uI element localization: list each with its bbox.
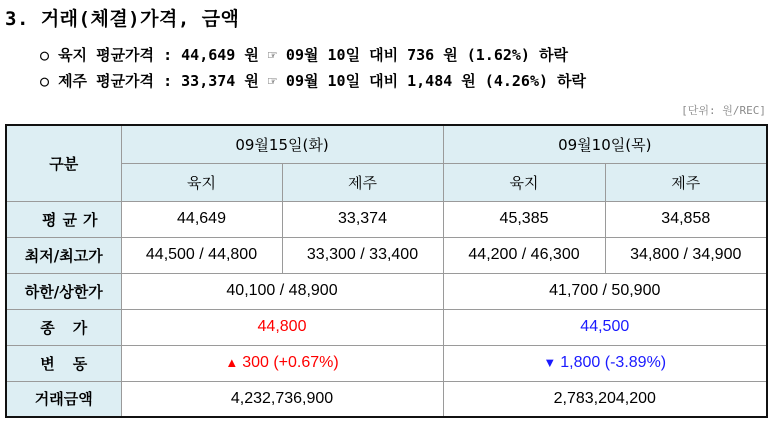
table-row-change xyxy=(6,345,767,381)
corner-label: 구분 xyxy=(6,125,121,201)
circle-bullet-icon: ○ xyxy=(40,46,50,64)
table-cell: 41,700 / 50,900 xyxy=(443,273,767,309)
table-row-close xyxy=(6,309,767,345)
change-value: 1,800 (-3.89%) xyxy=(560,354,667,371)
summary-text: 제주 평균가격 : 33,374 원 ☞ 09월 10일 대비 1,484 원 (4.26%) 하락 xyxy=(58,72,587,90)
close-price-previous: 44,500 xyxy=(443,309,767,345)
row-label: 하한/상한가 xyxy=(6,273,121,309)
table-cell: 40,100 / 48,900 xyxy=(121,273,443,309)
close-price-current: 44,800 xyxy=(121,309,443,345)
region-header: 육지 xyxy=(121,163,282,201)
region-header: 제주 xyxy=(605,163,767,201)
unit-note: [단위: 원/REC] xyxy=(681,104,766,117)
table-cell: 34,800 / 34,900 xyxy=(605,237,767,273)
region-header: 제주 xyxy=(282,163,443,201)
table-cell: 34,858 xyxy=(605,201,767,237)
row-label: 변동 xyxy=(6,345,121,381)
summary-line-jeju xyxy=(40,70,586,91)
change-value: 300 (+0.67%) xyxy=(242,354,339,371)
table-cell: 2,783,204,200 xyxy=(443,381,767,417)
section-heading: 3. 거래(체결)가격, 금액 xyxy=(5,8,240,30)
up-triangle-icon: ▲ xyxy=(225,355,239,370)
table-header-regions xyxy=(6,163,767,201)
date-header-current: 09월15일(화) xyxy=(121,125,443,163)
table-row-amount xyxy=(6,381,767,417)
table-cell: 44,200 / 46,300 xyxy=(443,237,605,273)
price-table xyxy=(5,124,768,418)
region-header: 육지 xyxy=(443,163,605,201)
change-previous xyxy=(443,345,767,381)
table-cell: 33,374 xyxy=(282,201,443,237)
table-row-limits xyxy=(6,273,767,309)
summary-line-mainland xyxy=(40,44,568,65)
circle-bullet-icon: ○ xyxy=(40,72,50,90)
table-row-minmax xyxy=(6,237,767,273)
summary-text: 육지 평균가격 : 44,649 원 ☞ 09월 10일 대비 736 원 (1.62%) 하락 xyxy=(58,46,568,64)
table-row-average xyxy=(6,201,767,237)
row-label: 최저/최고가 xyxy=(6,237,121,273)
row-label: 종가 xyxy=(6,309,121,345)
table-header-dates xyxy=(6,125,767,163)
down-triangle-icon: ▼ xyxy=(543,355,557,370)
table-cell: 44,500 / 44,800 xyxy=(121,237,282,273)
table-cell: 44,649 xyxy=(121,201,282,237)
date-header-previous: 09월10일(목) xyxy=(443,125,767,163)
change-current xyxy=(121,345,443,381)
row-label: 평균가 xyxy=(6,201,121,237)
table-cell: 4,232,736,900 xyxy=(121,381,443,417)
table-cell: 45,385 xyxy=(443,201,605,237)
table-cell: 33,300 / 33,400 xyxy=(282,237,443,273)
row-label: 거래금액 xyxy=(6,381,121,417)
